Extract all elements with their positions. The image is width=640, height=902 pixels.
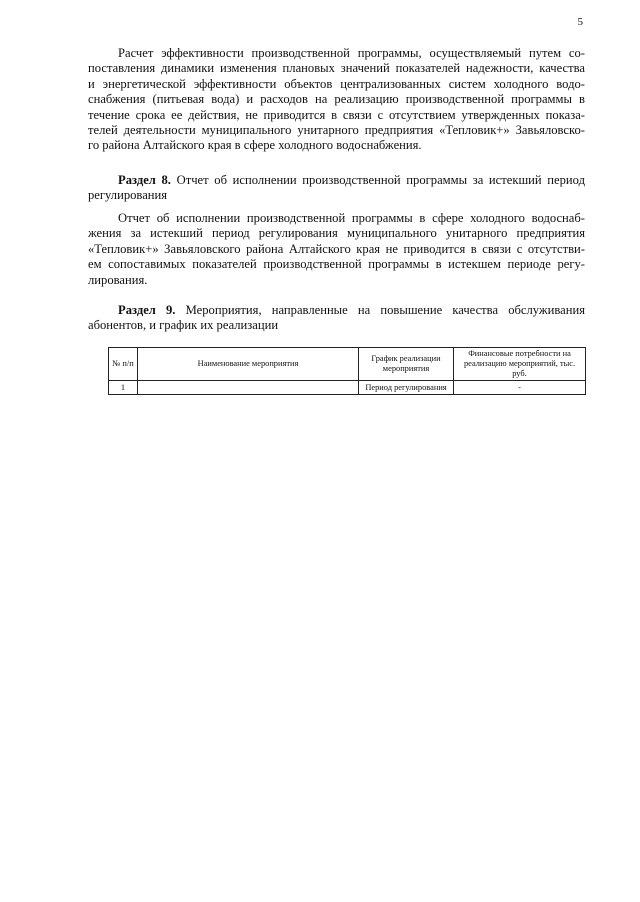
text-line: «Тепловик+» Завьяловского района Алтайского края не приводится в связи с отсутстви- <box>88 241 585 256</box>
text-line: и энергетической эффективности объектов централизованных систем холодного водо- <box>88 76 585 91</box>
text-line: снабжения (питьевая вода) и расходов на реализацию производственной программы в <box>88 92 585 107</box>
cell-schedule: Период регулирования <box>359 381 454 395</box>
page-number: 5 <box>577 16 583 28</box>
text-line: телей деятельности муниципального унитарного предприятия «Тепловик+» Завьяловско- <box>88 123 585 138</box>
text-line: Отчет об исполнении производственной программы в сфере холодного водоснаб- <box>118 211 585 225</box>
section-9-label: Раздел 9. <box>118 303 176 317</box>
text-line: ем сопоставимых показателей производственной программы в истекшем периоде регу- <box>88 257 585 272</box>
text-line: течение срока ее действия, не приводится в связи с отсутствием утвержденных показа- <box>88 107 585 122</box>
text-line: го района Алтайского края в сфере холодного водоснабжения. <box>88 138 422 153</box>
measures-table <box>108 347 586 395</box>
section-9-heading <box>88 303 585 334</box>
text-line: поставления динамики изменения плановых значений показателей надежности, качества <box>88 61 585 76</box>
paragraph-efficiency <box>88 46 585 154</box>
header-schedule: График реализации мероприятия <box>359 348 454 381</box>
section-9-title: Мероприятия, направленные на повышение качества обслуживания <box>175 303 586 317</box>
table-row <box>109 381 586 395</box>
cell-name <box>138 381 359 395</box>
paragraph-report <box>88 211 585 288</box>
text-line: лирования. <box>88 272 148 287</box>
section-9-title-cont: абонентов, и график их реализации <box>88 318 279 333</box>
table-header-row <box>109 348 586 381</box>
section-8-heading <box>88 173 585 204</box>
section-8-label: Раздел 8. <box>118 173 171 187</box>
cell-num: 1 <box>109 381 138 395</box>
text-line: жения за истекший период регулирования муниципального унитарного предприятия <box>88 226 585 241</box>
header-num: № п/п <box>109 348 138 381</box>
header-finance: Финансовые потребности на реализацию мероприятий, тыс. руб. <box>454 348 586 381</box>
text-line: Расчет эффективности производственной программы, осуществляемый путем со- <box>118 46 585 60</box>
section-8-title: Отчет об исполнении производственной программы за истекший период <box>170 173 585 187</box>
cell-finance: - <box>454 381 586 395</box>
header-name: Наименование мероприятия <box>138 348 359 381</box>
section-8-title-cont: регулирования <box>88 188 168 203</box>
